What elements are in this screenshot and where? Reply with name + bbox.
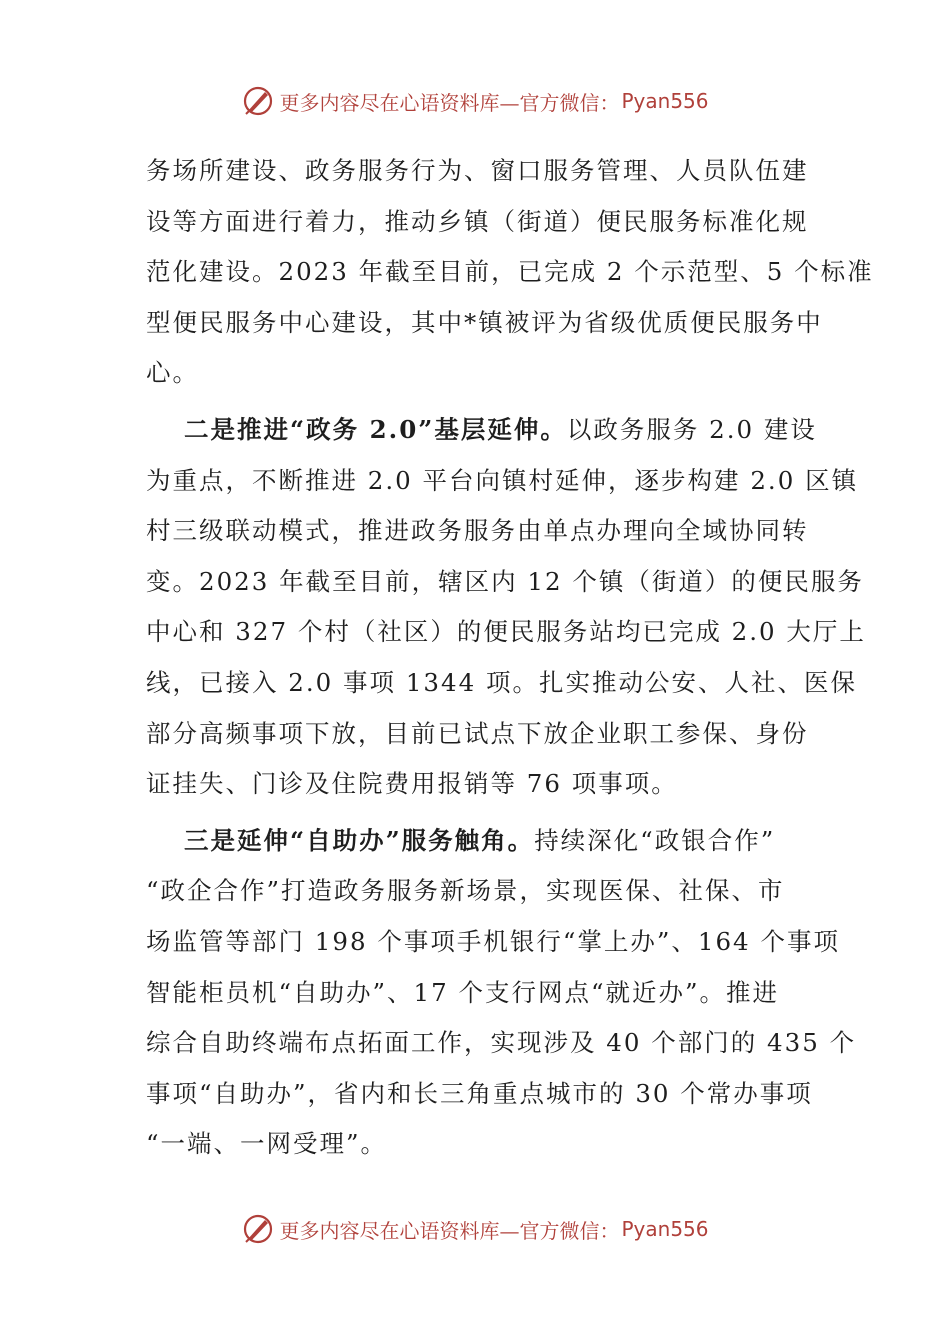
text-line: 中心和 327 个村（社区）的便民服务站均已完成 2.0 大厅上 xyxy=(146,617,866,647)
header-banner xyxy=(0,84,950,118)
text-line: “政企合作”打造政务服务新场景，实现医保、社保、市 xyxy=(146,876,785,906)
text-line: “一端、一网受理”。 xyxy=(146,1129,388,1159)
text-span: 持续深化“政银合作” xyxy=(534,825,776,855)
text-line: 务场所建设、政务服务行为、窗口服务管理、人员队伍建 xyxy=(146,156,809,185)
text-line: 变。2023 年截至目前，辖区内 12 个镇（街道）的便民服务 xyxy=(146,566,864,596)
text-line: 证挂失、门诊及住院费用报销等 76 项事项。 xyxy=(146,769,678,799)
banner-wechat-id: Pyan556 xyxy=(621,1217,709,1241)
text-line: 村三级联动模式，推进政务服务由单点办理向全域协同转 xyxy=(146,516,809,546)
text-span: 以政务服务 2.0 建设 xyxy=(566,414,817,444)
banner-text: 更多内容尽在心语资料库—官方微信： xyxy=(279,1218,620,1243)
paragraph-3 xyxy=(146,816,857,1170)
text-line: 心。 xyxy=(146,358,199,388)
banner-text: 更多内容尽在心语资料库—官方微信： xyxy=(279,90,620,115)
text-line xyxy=(146,816,806,867)
paragraph-1 xyxy=(146,146,874,399)
text-line: 事项“自助办”，省内和长三角重点城市的 30 个常办事项 xyxy=(146,1078,813,1108)
pen-logo-icon xyxy=(241,1212,275,1246)
document-body xyxy=(146,146,874,1170)
section-heading: 二是推进“政务 2.0”基层延伸。 xyxy=(184,414,567,444)
text-line: 设等方面进行着力，推动乡镇（街道）便民服务标准化规 xyxy=(146,206,809,236)
text-line: 线，已接入 2.0 事项 1344 项。扎实推动公安、人社、医保 xyxy=(146,667,857,697)
text-line: 智能柜员机“自助办”、17 个支行网点“就近办”。推进 xyxy=(146,977,780,1007)
paragraph-2 xyxy=(146,405,866,810)
text-line: 综合自助终端布点拓面工作，实现涉及 40 个部门的 435 个 xyxy=(146,1028,857,1058)
pen-logo-icon xyxy=(241,84,275,118)
section-heading: 三是延伸“自助办”服务触角。 xyxy=(184,825,535,855)
text-line: 范化建设。2023 年截至目前，已完成 2 个示范型、5 个标准 xyxy=(146,257,874,287)
text-line: 部分高频事项下放，目前已试点下放企业职工参保、身份 xyxy=(146,718,809,748)
banner-wechat-id: Pyan556 xyxy=(621,89,709,113)
footer-banner xyxy=(0,1212,950,1246)
text-line xyxy=(146,405,817,456)
text-line: 型便民服务中心建设，其中*镇被评为省级优质便民服务中 xyxy=(146,307,823,337)
text-line: 场监管等部门 198 个事项手机银行“掌上办”、164 个事项 xyxy=(146,926,840,956)
text-line: 为重点，不断推进 2.0 平台向镇村延伸，逐步构建 2.0 区镇 xyxy=(146,465,859,495)
